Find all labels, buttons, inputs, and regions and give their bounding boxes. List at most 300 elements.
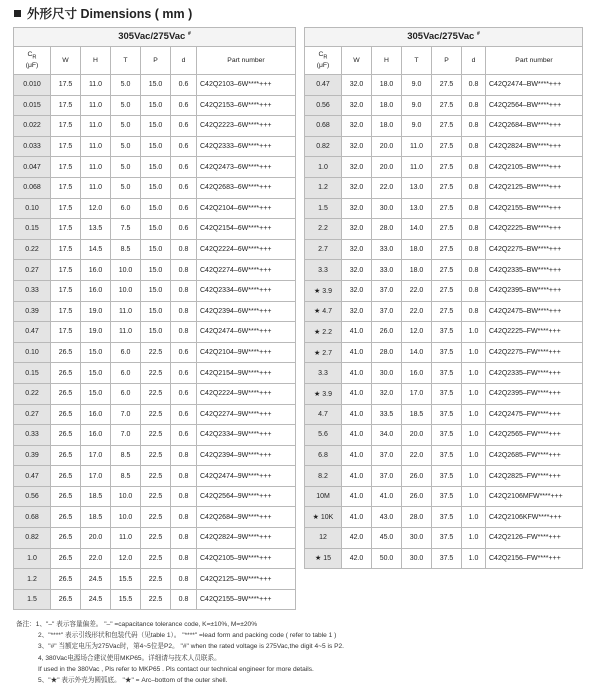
d-cell: 0.8 [171,548,197,569]
note-line: 2、"****" 表示引线形状和包装代码（见table 1）。 "****" =lead form and packing code ( refer to table 1 ) [38,632,337,640]
capacitance-cell: 0.39 [14,301,51,322]
w-cell: 26.5 [51,363,81,384]
h-cell: 18.0 [372,75,402,96]
part-number-cell: C42Q2106MFW****+++ [486,486,583,507]
p-cell: 27.5 [432,95,462,116]
w-cell: 26.5 [51,548,81,569]
table-row [305,260,583,281]
part-number-cell: C42Q2224–6W****+++ [197,239,296,260]
table-row [305,136,583,157]
w-cell: 41.0 [342,486,372,507]
h-cell: 37.0 [372,301,402,322]
capacitance-cell: 0.56 [14,486,51,507]
w-cell: 32.0 [342,219,372,240]
h-cell: 17.0 [81,466,111,487]
table-row [305,528,583,549]
part-number-cell: C42Q2333–6W****+++ [197,136,296,157]
col-header-part-number: Part number [197,47,296,75]
p-cell: 27.5 [432,177,462,198]
capacitance-cell: 0.27 [14,260,51,281]
p-cell: 22.5 [141,425,171,446]
p-cell: 22.5 [141,548,171,569]
h-cell: 11.0 [81,177,111,198]
d-cell: 0.8 [171,466,197,487]
part-number-cell: C42Q2335–FW****+++ [486,363,583,384]
p-cell: 15.0 [141,219,171,240]
t-cell: 7.0 [111,404,141,425]
capacitance-cell: ★ 15 [305,548,342,569]
w-cell: 26.5 [51,425,81,446]
table-row [14,75,296,96]
h-cell: 18.0 [372,116,402,137]
h-cell: 11.0 [81,116,111,137]
p-cell: 22.5 [141,445,171,466]
table-row [14,528,296,549]
p-cell: 37.5 [432,507,462,528]
h-cell: 32.0 [372,383,402,404]
col-header-h: H [81,47,111,75]
capacitance-cell: ★ 3.9 [305,383,342,404]
voltage-header: 305Vac/275Vac # [14,28,296,47]
d-cell: 1.0 [462,486,486,507]
col-header-capacitance: $C_R$ (μF) [305,47,342,75]
table-row [14,445,296,466]
d-cell: 0.8 [462,157,486,178]
table-row [305,425,583,446]
p-cell: 15.0 [141,116,171,137]
t-cell: 12.0 [402,322,432,343]
capacitance-cell: 3.3 [305,363,342,384]
w-cell: 41.0 [342,342,372,363]
part-number-cell: C42Q2474–BW****+++ [486,75,583,96]
t-cell: 13.0 [402,198,432,219]
p-cell: 22.5 [141,404,171,425]
t-cell: 6.0 [111,342,141,363]
col-header-d: d [171,47,197,75]
part-number-cell: C42Q2824–9W****+++ [197,528,296,549]
note-line: 4, 380Vac电源场合建议使用MKP65。详细请与技术人员联系。 [38,654,221,662]
w-cell: 32.0 [342,75,372,96]
w-cell: 26.5 [51,507,81,528]
col-header-w: W [51,47,81,75]
w-cell: 42.0 [342,548,372,569]
p-cell: 27.5 [432,75,462,96]
t-cell: 22.0 [402,445,432,466]
p-cell: 37.5 [432,342,462,363]
t-cell: 10.0 [111,486,141,507]
h-cell: 18.5 [81,507,111,528]
w-cell: 41.0 [342,445,372,466]
col-header-h: H [372,47,402,75]
table-row [305,445,583,466]
table-row [305,466,583,487]
voltage-header: 305Vac/275Vac # [305,28,583,47]
table-row [305,95,583,116]
h-cell: 37.0 [372,466,402,487]
capacitance-cell: 0.10 [14,198,51,219]
part-number-cell: C42Q2224–9W****+++ [197,383,296,404]
capacitance-cell: 0.47 [305,75,342,96]
w-cell: 41.0 [342,363,372,384]
w-cell: 32.0 [342,116,372,137]
t-cell: 8.5 [111,239,141,260]
t-cell: 9.0 [402,75,432,96]
part-number-cell: C42Q2334–9W****+++ [197,425,296,446]
part-number-cell: C42Q2156–FW****+++ [486,548,583,569]
t-cell: 9.0 [402,95,432,116]
table-row [305,177,583,198]
capacitance-cell: 1.0 [14,548,51,569]
p-cell: 22.5 [141,589,171,610]
p-cell: 27.5 [432,198,462,219]
h-cell: 20.0 [372,136,402,157]
h-cell: 14.5 [81,239,111,260]
d-cell: 0.6 [171,198,197,219]
note-line: If used in the 380Vac , Pls refer to MKP65 . Pls contact our technical engineer for more details. [38,665,314,673]
h-cell: 16.0 [81,260,111,281]
t-cell: 7.0 [111,425,141,446]
w-cell: 32.0 [342,136,372,157]
t-cell: 11.0 [402,157,432,178]
capacitance-cell: 0.82 [14,528,51,549]
p-cell: 27.5 [432,219,462,240]
p-cell: 15.0 [141,136,171,157]
part-number-cell: C42Q2125–9W****+++ [197,569,296,590]
col-header-p: P [141,47,171,75]
part-number-cell: C42Q2155–BW****+++ [486,198,583,219]
t-cell: 5.0 [111,95,141,116]
column-header-row [14,47,296,75]
part-number-cell: C42Q2225–BW****+++ [486,219,583,240]
t-cell: 11.0 [111,528,141,549]
p-cell: 27.5 [432,136,462,157]
capacitance-cell: 0.68 [14,507,51,528]
t-cell: 6.0 [111,383,141,404]
h-cell: 11.0 [81,95,111,116]
d-cell: 0.6 [171,75,197,96]
part-number-cell: C42Q2474–9W****+++ [197,466,296,487]
capacitance-cell: 0.47 [14,322,51,343]
t-cell: 26.0 [402,466,432,487]
p-cell: 22.5 [141,363,171,384]
d-cell: 0.8 [462,219,486,240]
w-cell: 41.0 [342,322,372,343]
d-cell: 0.8 [171,486,197,507]
table-row [14,383,296,404]
t-cell: 18.0 [402,239,432,260]
capacitance-cell: 0.47 [14,466,51,487]
table-row [14,116,296,137]
table-row [305,75,583,96]
w-cell: 26.5 [51,569,81,590]
w-cell: 26.5 [51,445,81,466]
part-number-cell: C42Q2103–6W****+++ [197,75,296,96]
p-cell: 15.0 [141,157,171,178]
part-number-cell: C42Q2275–BW****+++ [486,239,583,260]
t-cell: 6.0 [111,363,141,384]
capacitance-cell: 1.2 [14,569,51,590]
p-cell: 15.0 [141,322,171,343]
p-cell: 27.5 [432,157,462,178]
h-cell: 22.0 [81,548,111,569]
d-cell: 0.6 [171,116,197,137]
capacitance-cell: 2.2 [305,219,342,240]
d-cell: 0.8 [171,445,197,466]
part-number-cell: C42Q2274–9W****+++ [197,404,296,425]
table-row [305,404,583,425]
table-row [14,548,296,569]
h-cell: 15.0 [81,363,111,384]
part-number-cell: C42Q2395–FW****+++ [486,383,583,404]
w-cell: 32.0 [342,260,372,281]
d-cell: 0.6 [171,425,197,446]
p-cell: 15.0 [141,280,171,301]
note-line: 5、"★" 表示外壳为圆弧底。 "★" = Arc–bottom of the outer shell. [38,677,228,685]
table-row [14,95,296,116]
p-cell: 22.5 [141,486,171,507]
w-cell: 17.5 [51,260,81,281]
table-row [14,507,296,528]
part-number-cell: C42Q2564–9W****+++ [197,486,296,507]
d-cell: 0.8 [171,239,197,260]
capacitance-cell: 12 [305,528,342,549]
capacitance-cell: 2.7 [305,239,342,260]
w-cell: 17.5 [51,75,81,96]
capacitance-cell: 0.39 [14,445,51,466]
capacitance-cell: 0.68 [305,116,342,137]
t-cell: 5.0 [111,116,141,137]
t-cell: 11.0 [111,322,141,343]
d-cell: 0.6 [171,383,197,404]
capacitance-cell: 0.022 [14,116,51,137]
p-cell: 37.5 [432,486,462,507]
capacitance-cell: 0.33 [14,425,51,446]
h-cell: 12.0 [81,198,111,219]
d-cell: 0.8 [462,280,486,301]
d-cell: 1.0 [462,548,486,569]
h-cell: 16.0 [81,425,111,446]
part-number-cell: C42Q2684–BW****+++ [486,116,583,137]
h-cell: 24.5 [81,589,111,610]
h-cell: 34.0 [372,425,402,446]
capacitance-cell: 0.15 [14,219,51,240]
d-cell: 0.8 [462,75,486,96]
d-cell: 1.0 [462,363,486,384]
page-title [14,4,192,22]
part-number-cell: C42Q2475–FW****+++ [486,404,583,425]
w-cell: 32.0 [342,239,372,260]
h-cell: 43.0 [372,507,402,528]
table-row [305,363,583,384]
w-cell: 26.5 [51,466,81,487]
part-number-cell: C42Q2105–9W****+++ [197,548,296,569]
d-cell: 0.6 [171,157,197,178]
w-cell: 41.0 [342,404,372,425]
p-cell: 37.5 [432,466,462,487]
square-bullet-icon [14,10,21,17]
w-cell: 32.0 [342,301,372,322]
d-cell: 0.6 [171,95,197,116]
capacitance-cell: 4.7 [305,404,342,425]
part-number-cell: C42Q2684–9W****+++ [197,507,296,528]
d-cell: 1.0 [462,342,486,363]
capacitance-cell: 0.015 [14,95,51,116]
w-cell: 17.5 [51,280,81,301]
capacitance-cell: ★ 10K [305,507,342,528]
d-cell: 0.6 [171,219,197,240]
part-number-cell: C42Q2275–FW****+++ [486,342,583,363]
t-cell: 30.0 [402,548,432,569]
voltage-header-row [305,28,583,47]
h-cell: 19.0 [81,301,111,322]
t-cell: 28.0 [402,507,432,528]
table-row [14,157,296,178]
d-cell: 0.8 [462,239,486,260]
p-cell: 15.0 [141,260,171,281]
w-cell: 32.0 [342,198,372,219]
h-cell: 18.0 [372,95,402,116]
p-cell: 37.5 [432,404,462,425]
d-cell: 1.0 [462,404,486,425]
t-cell: 17.0 [402,383,432,404]
w-cell: 32.0 [342,157,372,178]
h-cell: 28.0 [372,342,402,363]
t-cell: 12.0 [111,548,141,569]
w-cell: 26.5 [51,486,81,507]
h-cell: 37.0 [372,280,402,301]
p-cell: 27.5 [432,280,462,301]
p-cell: 37.5 [432,425,462,446]
w-cell: 26.5 [51,383,81,404]
h-cell: 17.0 [81,445,111,466]
t-cell: 22.0 [402,301,432,322]
table-row [14,239,296,260]
w-cell: 17.5 [51,95,81,116]
d-cell: 0.8 [462,260,486,281]
d-cell: 1.0 [462,528,486,549]
t-cell: 7.5 [111,219,141,240]
w-cell: 26.5 [51,404,81,425]
p-cell: 22.5 [141,383,171,404]
capacitance-cell: 0.22 [14,239,51,260]
w-cell: 17.5 [51,239,81,260]
p-cell: 22.5 [141,507,171,528]
h-cell: 15.0 [81,342,111,363]
capacitance-cell: 0.033 [14,136,51,157]
p-cell: 15.0 [141,177,171,198]
t-cell: 11.0 [402,136,432,157]
t-cell: 14.0 [402,342,432,363]
d-cell: 0.6 [171,177,197,198]
d-cell: 0.6 [171,136,197,157]
t-cell: 11.0 [111,301,141,322]
part-number-cell: C42Q2683–6W****+++ [197,177,296,198]
note-line: 3、"#" 当额定电压为275Vac时，第4~5位是P2。 "#" when the rated voltage is 275Vac,the digit 4~5 is P2. [38,643,344,651]
t-cell: 13.0 [402,177,432,198]
w-cell: 41.0 [342,383,372,404]
p-cell: 27.5 [432,301,462,322]
part-number-cell: C42Q2473–6W****+++ [197,157,296,178]
table-row [14,342,296,363]
capacitance-cell: 0.56 [305,95,342,116]
p-cell: 15.0 [141,198,171,219]
h-cell: 11.0 [81,157,111,178]
table-row [14,280,296,301]
part-number-cell: C42Q2564–BW****+++ [486,95,583,116]
h-cell: 45.0 [372,528,402,549]
col-header-t: T [402,47,432,75]
part-number-cell: C42Q2395–BW****+++ [486,280,583,301]
p-cell: 37.5 [432,383,462,404]
p-cell: 22.5 [141,466,171,487]
dimensions-table-left [13,27,296,610]
table-row [305,116,583,137]
d-cell: 0.8 [462,301,486,322]
col-header-part-number: Part number [486,47,583,75]
h-cell: 24.5 [81,569,111,590]
part-number-cell: C42Q2106KFW****+++ [486,507,583,528]
part-number-cell: C42Q2685–FW****+++ [486,445,583,466]
table-row [305,280,583,301]
part-number-cell: C42Q2104–9W****+++ [197,342,296,363]
capacitance-cell: ★ 2.7 [305,342,342,363]
w-cell: 32.0 [342,177,372,198]
d-cell: 1.0 [462,445,486,466]
capacitance-cell: 6.8 [305,445,342,466]
col-header-d: d [462,47,486,75]
capacitance-cell: 10M [305,486,342,507]
t-cell: 15.5 [111,589,141,610]
t-cell: 10.0 [111,260,141,281]
table-row [305,342,583,363]
part-number-cell: C42Q2824–BW****+++ [486,136,583,157]
d-cell: 0.8 [462,95,486,116]
part-number-cell: C42Q2565–FW****+++ [486,425,583,446]
part-number-cell: C42Q2154–9W****+++ [197,363,296,384]
table-row [14,219,296,240]
d-cell: 0.6 [171,363,197,384]
d-cell: 0.6 [171,342,197,363]
capacitance-cell: 0.068 [14,177,51,198]
t-cell: 5.0 [111,177,141,198]
d-cell: 0.8 [171,280,197,301]
table-row [14,569,296,590]
h-cell: 20.0 [81,528,111,549]
capacitance-cell: 1.5 [305,198,342,219]
h-cell: 33.0 [372,260,402,281]
table-row [305,486,583,507]
part-number-cell: C42Q2474–6W****+++ [197,322,296,343]
p-cell: 37.5 [432,528,462,549]
p-cell: 37.5 [432,548,462,569]
w-cell: 17.5 [51,198,81,219]
w-cell: 32.0 [342,95,372,116]
col-header-t: T [111,47,141,75]
w-cell: 17.5 [51,322,81,343]
table-row [14,260,296,281]
capacitance-cell: 5.6 [305,425,342,446]
w-cell: 17.5 [51,177,81,198]
table-row [305,322,583,343]
h-cell: 28.0 [372,219,402,240]
part-number-cell: C42Q2825–FW****+++ [486,466,583,487]
capacitance-cell: 0.82 [305,136,342,157]
note-line: 备注：1、"–" 表示容量偏差。 "–" =capacitance tolerance code, K=±10%, M=±20% [16,621,258,628]
w-cell: 26.5 [51,589,81,610]
part-number-cell: C42Q2126–FW****+++ [486,528,583,549]
col-header-p: P [432,47,462,75]
w-cell: 17.5 [51,219,81,240]
